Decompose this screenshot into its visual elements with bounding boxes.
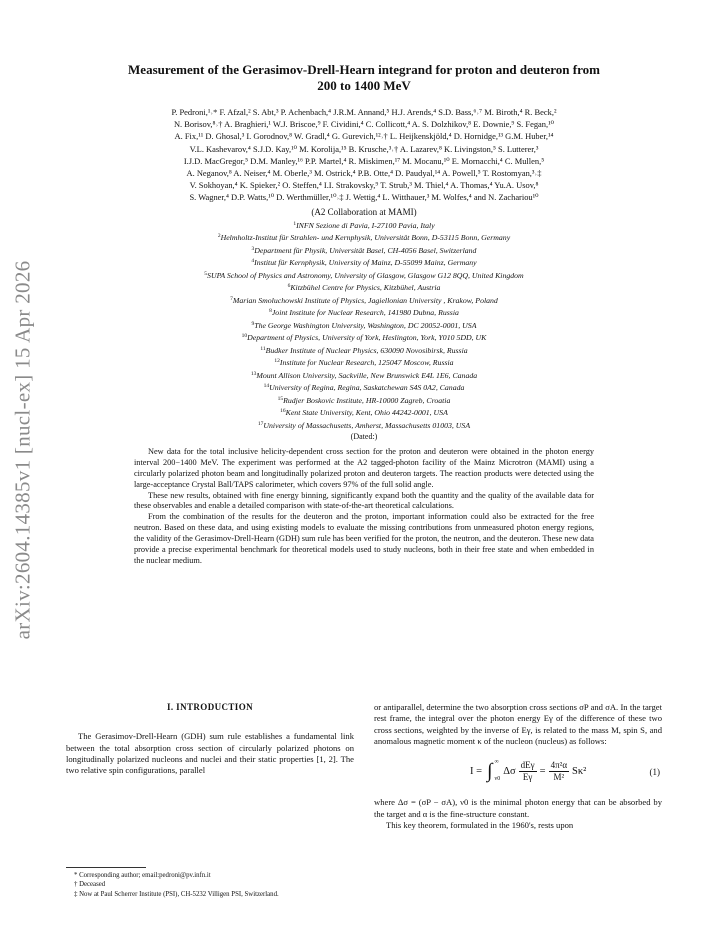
arxiv-identifier: arXiv:2604.14385v1 [nucl-ex] 15 Apr 2026 [10,260,35,640]
footnote: ‡ Now at Paul Scherrer Institute (PSI), CH-5232 Villigen PSI, Switzerland. [74,890,279,898]
affiliation: $^5$SUPA School of Physics and Astronomy, University of Glasgow, Glasgow G12 8QQ, United Kingdom [204,270,524,280]
affiliation: $^2$Helmholtz-Institut für Strahlen- und Kernphysik, Universität Bonn, D-53115 Bonn, Germany [217,233,511,243]
author-line: P. Pedroni,¹˒* F. Afzal,² S. Abt,³ P. Achenbach,⁴ J.R.M. Annand,⁵ H.J. Arends,⁴ S.D. Bass,⁶˒⁷ M. Biroth,⁴ R. Beck,² [171,107,557,117]
title-line-1: Measurement of the Gerasimov-Drell-Hearn integrand for proton and deuteron from [128,62,600,77]
author-line: N. Borisov,⁸˒† A. Braghieri,¹ W.J. Briscoe,⁹ F. Cividini,⁴ C. Collicott,⁴ A. S. Dolzhikov,⁸ E. Downie,⁹ S. Fegan,¹⁰ [173,119,555,130]
affiliation: $^{10}$Department of Physics, University of York, Heslington, York, Y010 5DD, UK [241,333,487,343]
fraction-dE-over-E: $\frac{\text{dEγ}}{E\gamma}$ [520,759,535,782]
equation-rhs-tail: Sκ² [572,765,587,777]
abstract-paragraph: These new results, obtained with fine energy binning, significantly expand both the quantity and the quality of the available data for these observables and enable a detailed comparison with state-of-the-art theoretical calculations. [134,490,594,511]
author-line: A. Neganov,⁸ A. Neiser,⁴ M. Oberle,³ M. Ostrick,⁴ P.B. Otte,⁴ D. Paudyal,¹⁴ A. Powell,⁵ T. Rostomyan,³˒‡ [186,168,542,179]
abstract-paragraph: New data for the total inclusive helicity-dependent cross section for the proton and deuteron were obtained in the photon energy interval 200−1400 MeV. The experiment was performed at the A2 tagged-photon facility of the Mainz Microtron (MAMI) using a circularly polarized photon beam and longitudinally polarized proton and deuteron targets. The reaction products were detected using the large-acceptance Crystal Ball/TAPS calorimeter, which covers 97% of the full solid angle. [134,447,594,489]
affiliation: $^4$Institut für Kernphysik, University of Mainz, D-55099 Mainz, Germany [251,258,477,268]
left-column [66,702,354,831]
integrand: Δσ [503,765,516,777]
affiliation-list [66,219,662,432]
paper-page [66,62,662,898]
paper-title [66,62,662,94]
title-line-2: 200 to 1400 MeV [317,78,411,93]
affiliation: $^{11}$Budker Institute of Nuclear Physics, 630090 Novosibirsk, Russia [260,345,468,355]
two-column-body [66,702,662,831]
affiliation: $^3$Department für Physik, Universität Basel, CH-4056 Basel, Switzerland [251,245,477,255]
footnote: † Deceased [74,881,106,889]
affiliation: $^7$Marian Smoluchowski Institute of Physics, Jagiellonian University , Krakow, Poland [230,295,498,305]
author-line: I.J.D. MacGregor,⁵ D.M. Manley,¹⁶ P.P. Martel,⁴ R. Miskimen,¹⁷ M. Mocanu,¹⁰ E. Mornacchi,⁴ C. Mullen,⁵ [183,155,545,166]
author-line: S. Wagner,⁴ D.P. Watts,¹⁰ D. Werthmüller,¹⁰˒‡ J. Wettig,⁴ L. Witthauer,³ M. Wolfes,⁴ and N. Zachariou¹⁰ [189,192,539,203]
affiliation: $^6$Kitzbühel Centre for Physics, Kitzbühel, Austria [287,283,441,293]
right-column [374,702,662,831]
affiliation: $^{13}$Mount Allison University, Sackville, New Brunswick E4L 1E6, Canada [250,370,478,380]
affiliation: $^9$The George Washington University, Washington, DC 20052-0001, USA [251,320,477,330]
abstract [134,447,594,566]
body-paragraph: where Δσ = (σP − σA), ν0 is the minimal photon energy that can be absorbed by the target and α is the fine-structure constant. [374,797,662,819]
collaboration-name: (A2 Collaboration at MAMI) [311,206,417,217]
abstract-paragraph: From the combination of the results for the deuteron and the proton, important information could also be extracted for the free neutron. Based on these data, and using existing models to evaluate the missing contributions from unmeasured photon energy regions, the validity of the Gerasimov-Drell-Hearn (GDH) sum rule has been verified for the proton, the neutron, and the deuteron. These new data provide a precise experimental benchmark for theoretical models used to study nucleons, both in their free state and when embedded in the nuclear medium. [134,512,594,565]
body-paragraph: or antiparallel, determine the two absorption cross sections σP and σA. In the target rest frame, the integral over the photon energy Eγ of the difference of these two cross sections, weighted by the inverse of Eγ, is related to the mass M, spin S, and anomalous magnetic moment κ of the nucleon (nucleus) as follows: [374,702,662,747]
affiliation: $^{12}$Institute for Nuclear Research, 125047 Moscow, Russia [274,358,454,368]
gdh-equation [374,751,662,791]
integral-sign: ∫ [482,760,493,783]
affiliation: $^8$Joint Institute for Nuclear Research, 141980 Dubna, Russia [269,308,459,318]
section-heading: I. INTRODUCTION [166,702,253,712]
author-line: V.L. Kashevarov,⁴ S.J.D. Kay,¹⁰ M. Korolija,¹⁵ B. Krusche,³˒† A. Lazarev,⁸ K. Livingston,⁵ S. Lutterer,³ [189,143,539,154]
footnotes [66,867,354,899]
affiliation: $^{17}$University of Massachusetts, Amherst, Massachusetts 01003, USA [257,420,471,430]
author-line: V. Sokhoyan,⁴ K. Spieker,² O. Steffen,⁴ I.I. Strakovsky,⁹ T. Strub,³ M. Thiel,⁴ A. Thomas,⁴ Yu.A. Usov,⁸ [189,180,539,191]
footnote-rule [66,867,146,868]
author-line: A. Fix,¹¹ D. Ghosal,³ I. Gorodnov,⁸ W. Gradl,⁴ G. Gurevich,¹²˒† L. Heijkenskjöld,⁴ D. Hornidge,¹³ G.M. Huber,¹⁴ [174,131,554,142]
integral-limits: ∞ ν0 [494,759,501,783]
author-list [66,106,662,204]
affiliation: $^{15}$Rudjer Boskovic Institute, HR-10000 Zagreb, Croatia [277,395,451,405]
equation-lhs: I = [470,765,483,777]
affiliation: $^{16}$Kent State University, Kent, Ohio 44242-0001, USA [280,408,448,418]
affiliation: $^1$INFN Sezione di Pavia, I-27100 Pavia, Italy [293,220,435,230]
intro-paragraph: The Gerasimov-Drell-Hearn (GDH) sum rule establishes a fundamental link between the total absorption cross section of circularly polarized photons on longitudinally polarized nucleons and nuclei and their static properties [1, 2]. The two relative spin configurations, parallel [66,731,354,776]
affiliation: $^{14}$University of Regina, Regina, Saskatchewan S4S 0A2, Canada [263,383,465,393]
footnote: * Corresponding author; email:pedroni@pv.infn.it [74,872,211,879]
fraction-coefficient: $\frac{\text{4π²α}}{\text{M²}}$ [550,759,568,782]
equals-sign: = [539,765,546,777]
body-paragraph: This key theorem, formulated in the 1960's, rests upon [386,820,574,831]
equation-number: (1) [649,767,660,778]
arxiv-sidebar [0,240,46,660]
dated-line: (Dated:) [350,432,378,442]
